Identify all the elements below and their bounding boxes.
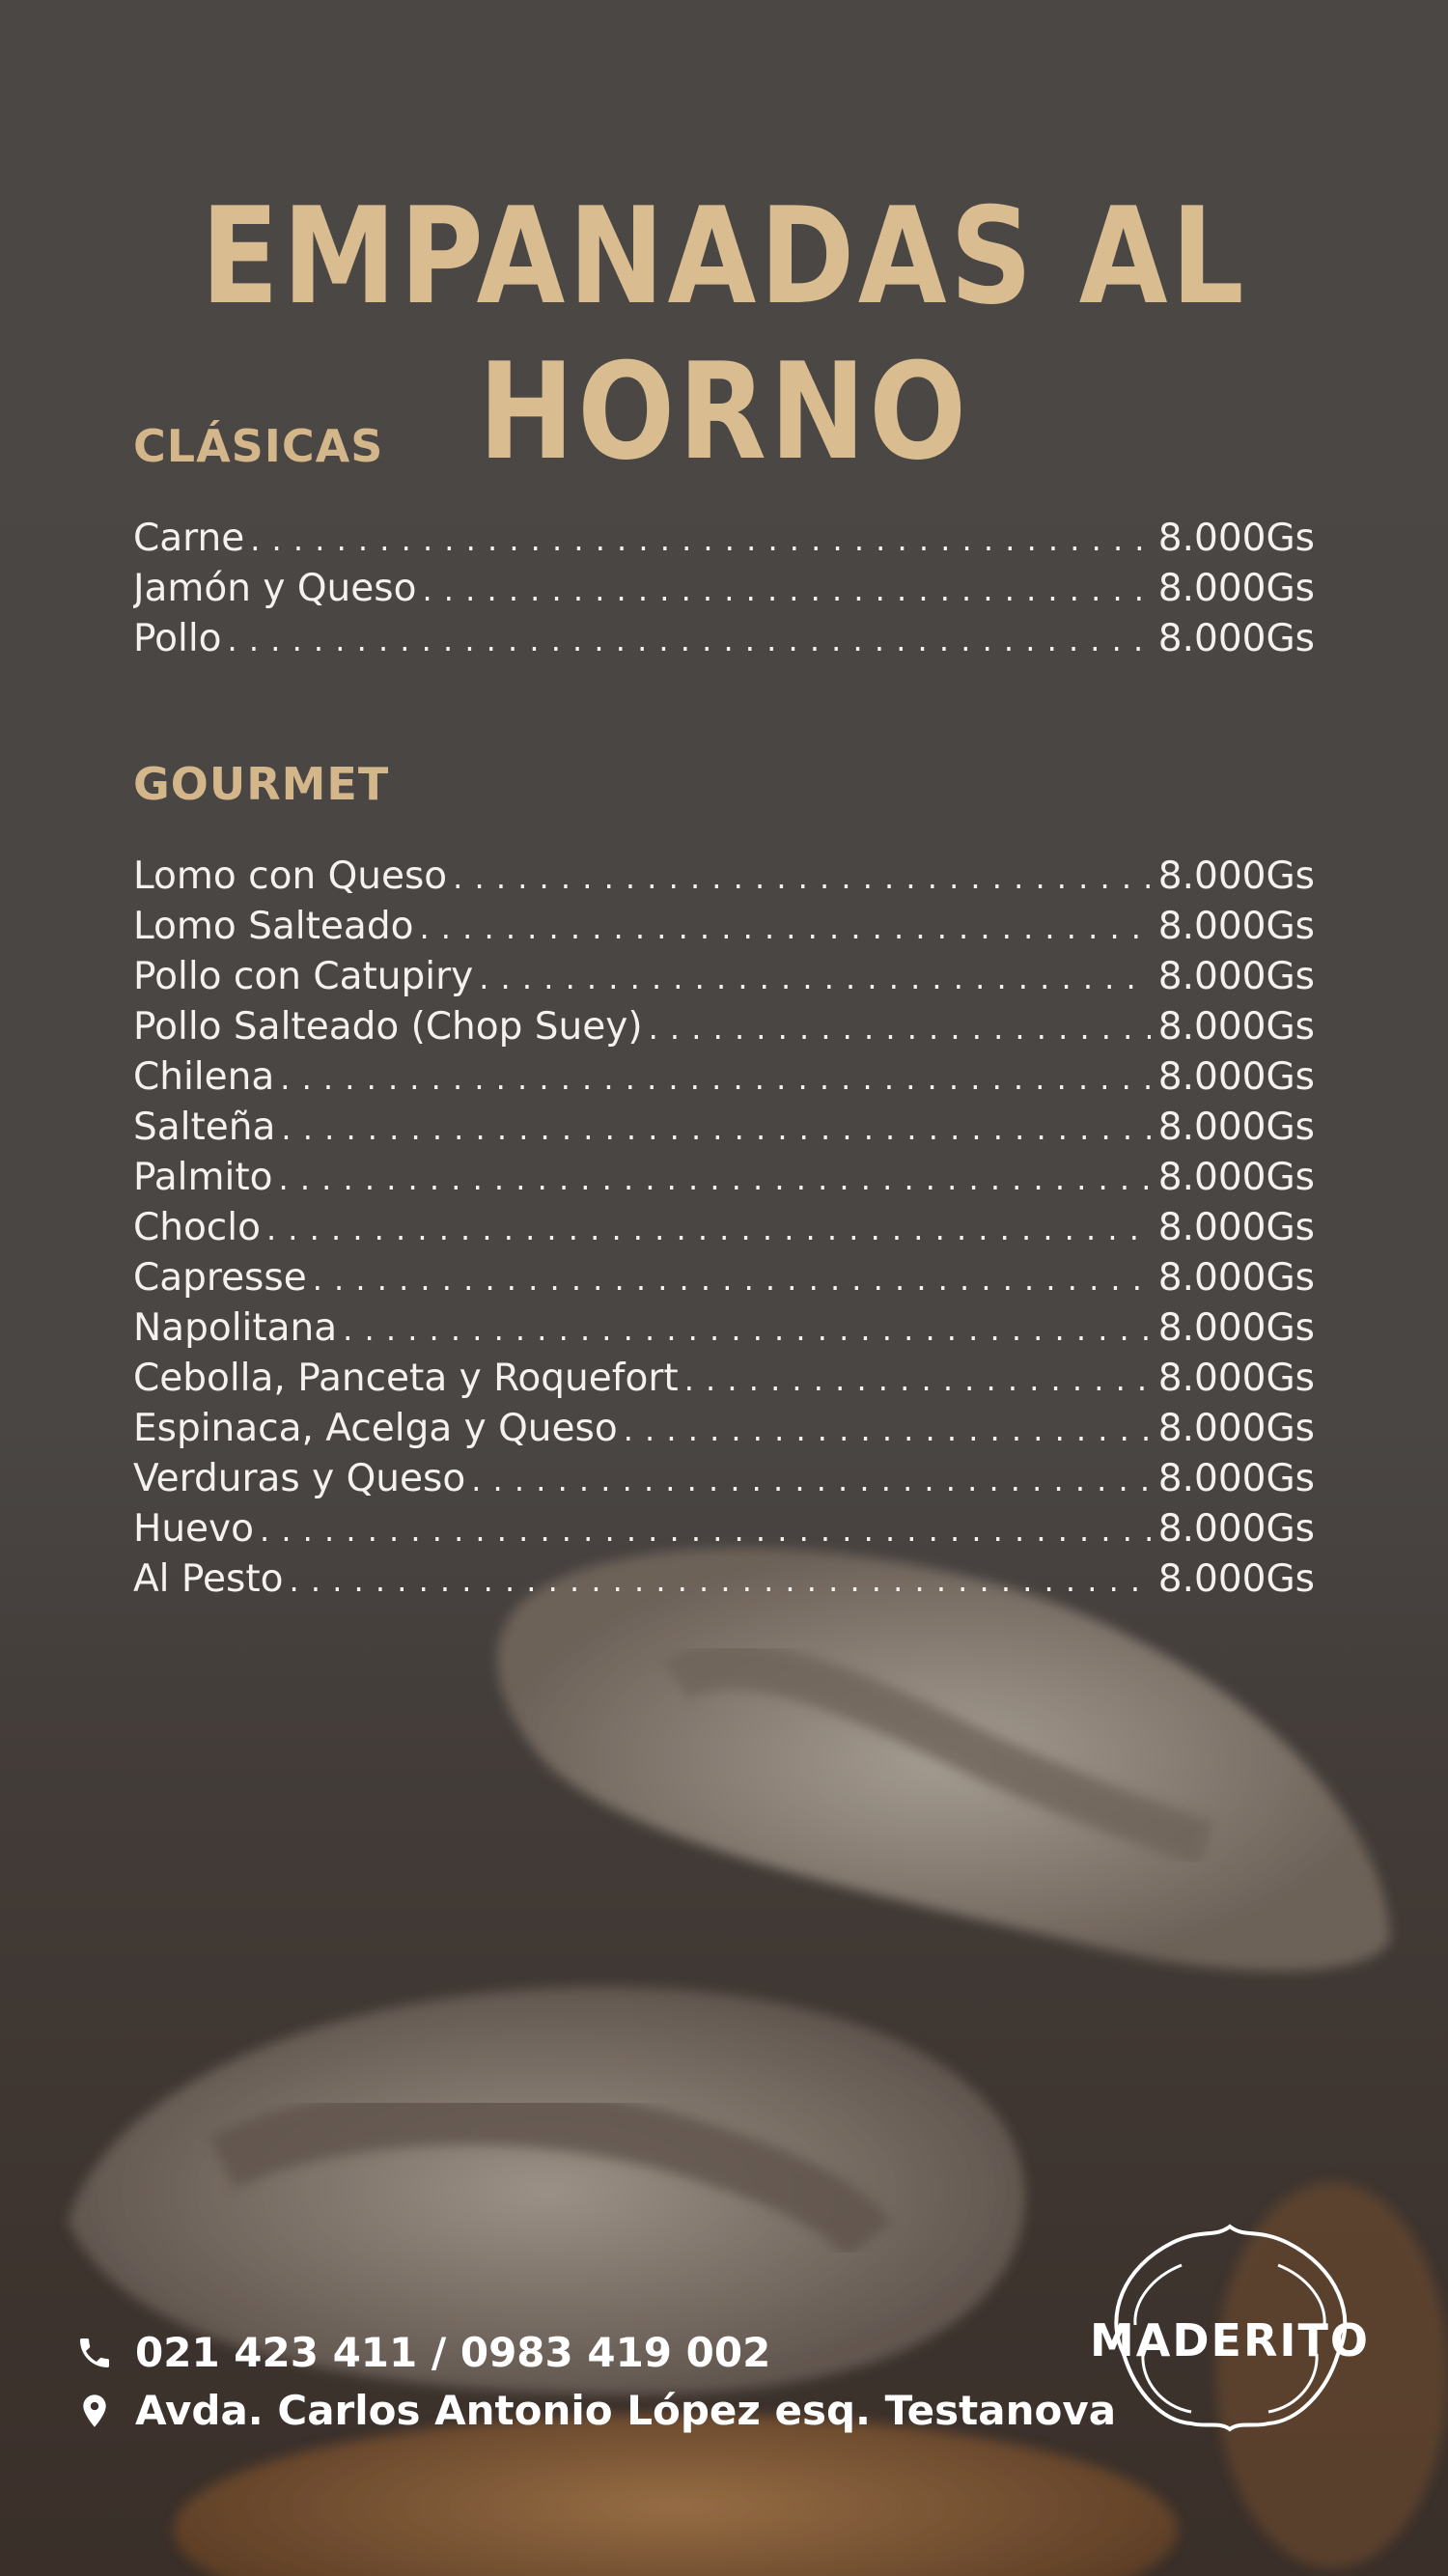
section-heading-clasicas: CLÁSICAS [133, 420, 384, 472]
list-item: Jamón y Queso . . . 8.000Gs [133, 564, 1315, 614]
list-item: Salteña . . . 8.000Gs [133, 1103, 1315, 1153]
list-item: Huevo . . . 8.000Gs [133, 1504, 1315, 1554]
empanada-logo-icon [1085, 2209, 1375, 2441]
list-item: Choclo . . . 8.000Gs [133, 1203, 1315, 1253]
list-item: Lomo con Queso . . . 8.000Gs [133, 852, 1315, 902]
list-item: Al Pesto . . . 8.000Gs [133, 1554, 1315, 1605]
list-item: Carne . . . 8.000Gs [133, 514, 1315, 564]
menu-list-gourmet [133, 852, 1315, 1605]
list-item: Lomo Salteado . . . 8.000Gs [133, 902, 1315, 952]
list-item: Chilena . . . 8.000Gs [133, 1052, 1315, 1103]
contact-phone[interactable] [75, 2329, 770, 2376]
list-item: Napolitana . . . 8.000Gs [133, 1303, 1315, 1354]
list-item: Capresse . . . 8.000Gs [133, 1253, 1315, 1303]
list-item: Verduras y Queso . . . 8.000Gs [133, 1454, 1315, 1504]
list-item: Pollo . . . 8.000Gs [133, 614, 1315, 664]
menu-list-clasicas [133, 514, 1315, 664]
page-title: EMPANADAS AL HORNO [200, 179, 1248, 490]
section-heading-gourmet: GOURMET [133, 758, 390, 810]
location-pin-icon [75, 2392, 114, 2430]
logo-text: MADERITO [1089, 2314, 1371, 2366]
contact-address [75, 2387, 1116, 2434]
list-item: Cebolla, Panceta y Roquefort . . . 8.000Gs [133, 1354, 1315, 1404]
list-item: Palmito . . . 8.000Gs [133, 1153, 1315, 1203]
phone-number: 021 423 411 / 0983 419 002 [135, 2329, 771, 2376]
list-item: Pollo Salteado (Chop Suey) . . . 8.000Gs [133, 1002, 1315, 1052]
address-text: Avda. Carlos Antonio López esq. Testanova [135, 2387, 1117, 2434]
list-item: Espinaca, Acelga y Queso . . . 8.000Gs [133, 1404, 1315, 1454]
phone-icon [75, 2334, 114, 2372]
list-item: Pollo con Catupiry . . . 8.000Gs [133, 952, 1315, 1002]
